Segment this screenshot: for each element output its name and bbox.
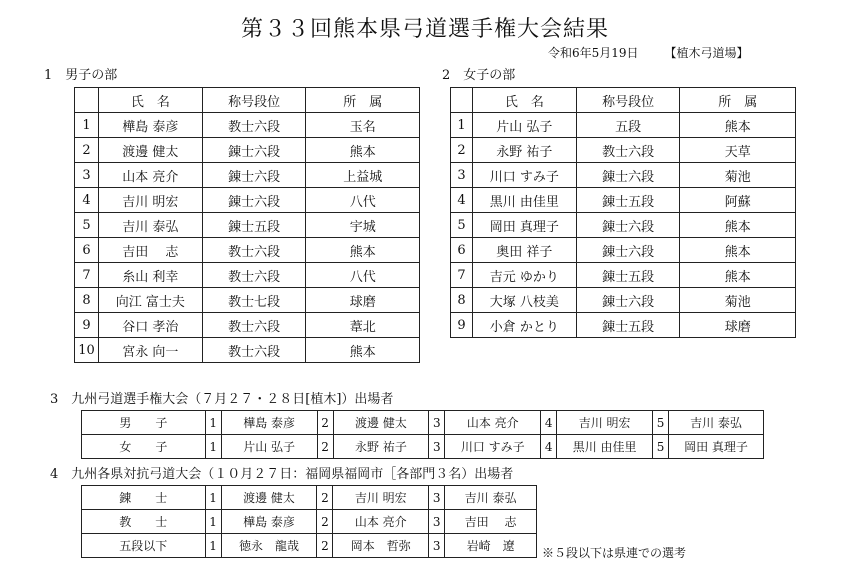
table-row [75, 288, 420, 313]
column-header [451, 88, 473, 113]
affiliation-cell: 熊本 [680, 113, 796, 138]
name-cell: 宮永 向一 [98, 338, 202, 363]
seed-number-cell: 2 [317, 435, 333, 459]
player-name-cell: 岡田 真理子 [669, 435, 764, 459]
rank-cell: 9 [75, 313, 99, 338]
rank-title-cell: 錬士六段 [576, 163, 680, 188]
rank-cell: 1 [451, 113, 473, 138]
table-row [75, 313, 420, 338]
column-header: 氏 名 [472, 88, 576, 113]
table-row [451, 213, 796, 238]
affiliation-cell: 玉名 [306, 113, 420, 138]
name-cell: 永野 祐子 [472, 138, 576, 163]
affiliation-cell: 八代 [306, 263, 420, 288]
table-row [451, 263, 796, 288]
rank-cell: 9 [451, 313, 473, 338]
name-cell: 吉田 志 [98, 238, 202, 263]
affiliation-cell: 熊本 [306, 138, 420, 163]
table-row [82, 486, 537, 510]
women-heading: 2 女子の部 [442, 68, 516, 83]
seed-number-cell: 5 [653, 411, 669, 435]
affiliation-cell: 上益城 [306, 163, 420, 188]
column-header [75, 88, 99, 113]
seed-number-cell: 1 [205, 435, 221, 459]
table-row [451, 313, 796, 338]
affiliation-cell: 葦北 [306, 313, 420, 338]
name-cell: 奥田 祥子 [472, 238, 576, 263]
player-name-cell: 吉田 志 [445, 510, 537, 534]
seed-number-cell: 2 [317, 534, 333, 558]
affiliation-cell: 菊池 [680, 163, 796, 188]
table-row [75, 263, 420, 288]
table-row [451, 113, 796, 138]
column-header: 称号段位 [202, 88, 306, 113]
seed-number-cell: 1 [205, 510, 221, 534]
table-row [75, 163, 420, 188]
seed-number-cell: 1 [205, 411, 221, 435]
player-name-cell: 吉川 明宏 [557, 411, 653, 435]
page-title: 第３３回熊本県弓道選手権大会結果 [240, 17, 609, 42]
rank-title-cell: 錬士六段 [576, 213, 680, 238]
table-row [75, 338, 420, 363]
rank-title-cell: 錬士六段 [576, 288, 680, 313]
table-row [75, 238, 420, 263]
men-heading: 1 男子の部 [44, 68, 118, 83]
seed-number-cell: 2 [317, 411, 333, 435]
player-name-cell: 渡邊 健太 [333, 411, 429, 435]
player-name-cell: 岩崎 遼 [445, 534, 537, 558]
affiliation-cell: 熊本 [306, 338, 420, 363]
table-row [451, 138, 796, 163]
affiliation-cell: 球磨 [306, 288, 420, 313]
rank-cell: 8 [75, 288, 99, 313]
rank-cell: 3 [75, 163, 99, 188]
men-results-table [74, 87, 420, 363]
rank-cell: 5 [451, 213, 473, 238]
name-cell: 川口 すみ子 [472, 163, 576, 188]
seed-number-cell: 3 [429, 510, 445, 534]
kyushu-entrants-table [81, 410, 764, 459]
rank-title-cell: 錬士五段 [576, 263, 680, 288]
category-cell: 五段以下 [82, 534, 206, 558]
column-header: 所 属 [680, 88, 796, 113]
table-row [75, 113, 420, 138]
rank-title-cell: 教士六段 [202, 238, 306, 263]
prefectural-heading: 4 九州各県対抗弓道大会（１０月２７日：福岡県福岡市［各部門３名）出場者 [50, 467, 514, 482]
seed-number-cell: 4 [541, 435, 557, 459]
rank-title-cell: 錬士五段 [202, 213, 306, 238]
table-row [82, 411, 764, 435]
selection-note: ※５段以下は県連での選考 [542, 546, 687, 560]
name-cell: 吉川 明宏 [98, 188, 202, 213]
seed-number-cell: 2 [317, 486, 333, 510]
player-name-cell: 吉川 泰弘 [445, 486, 537, 510]
affiliation-cell: 菊池 [680, 288, 796, 313]
rank-cell: 1 [75, 113, 99, 138]
kyushu-heading: 3 九州弓道選手権大会（７月２７・２８日[植木]）出場者 [50, 392, 394, 407]
seed-number-cell: 3 [429, 411, 445, 435]
player-name-cell: 岡本 哲弥 [333, 534, 429, 558]
player-name-cell: 永野 祐子 [333, 435, 429, 459]
name-cell: 糸山 利幸 [98, 263, 202, 288]
player-name-cell: 徳永 龍哉 [221, 534, 317, 558]
rank-title-cell: 教士六段 [202, 338, 306, 363]
table-row [82, 534, 537, 558]
player-name-cell: 渡邊 健太 [221, 486, 317, 510]
seed-number-cell: 5 [653, 435, 669, 459]
affiliation-cell: 宇城 [306, 213, 420, 238]
table-row [82, 435, 764, 459]
name-cell: 小倉 かとり [472, 313, 576, 338]
table-header-row [75, 88, 420, 113]
player-name-cell: 山本 亮介 [445, 411, 541, 435]
table-row [451, 188, 796, 213]
rank-title-cell: 教士六段 [202, 313, 306, 338]
rank-cell: 4 [75, 188, 99, 213]
category-cell: 教 士 [82, 510, 206, 534]
affiliation-cell: 熊本 [680, 213, 796, 238]
seed-number-cell: 1 [205, 534, 221, 558]
name-cell: 大塚 八枝美 [472, 288, 576, 313]
name-cell: 向江 富士夫 [98, 288, 202, 313]
player-name-cell: 樺島 泰彦 [221, 411, 317, 435]
affiliation-cell: 熊本 [306, 238, 420, 263]
rank-title-cell: 教士六段 [202, 263, 306, 288]
table-header-row [451, 88, 796, 113]
rank-cell: 2 [451, 138, 473, 163]
column-header: 氏 名 [98, 88, 202, 113]
seed-number-cell: 3 [429, 534, 445, 558]
rank-cell: 10 [75, 338, 99, 363]
rank-title-cell: 錬士六段 [576, 238, 680, 263]
rank-cell: 2 [75, 138, 99, 163]
name-cell: 吉元 ゆかり [472, 263, 576, 288]
rank-title-cell: 教士六段 [202, 113, 306, 138]
category-cell: 男 子 [82, 411, 206, 435]
name-cell: 黒川 由佳里 [472, 188, 576, 213]
affiliation-cell: 八代 [306, 188, 420, 213]
rank-title-cell: 錬士六段 [202, 163, 306, 188]
rank-title-cell: 錬士五段 [576, 188, 680, 213]
category-cell: 錬 士 [82, 486, 206, 510]
rank-cell: 4 [451, 188, 473, 213]
name-cell: 片山 弘子 [472, 113, 576, 138]
date-venue [548, 44, 749, 61]
rank-cell: 5 [75, 213, 99, 238]
category-cell: 女 子 [82, 435, 206, 459]
name-cell: 樺島 泰彦 [98, 113, 202, 138]
rank-cell: 6 [75, 238, 99, 263]
player-name-cell: 黒川 由佳里 [557, 435, 653, 459]
column-header: 所 属 [306, 88, 420, 113]
affiliation-cell: 熊本 [680, 238, 796, 263]
rank-cell: 6 [451, 238, 473, 263]
affiliation-cell: 天草 [680, 138, 796, 163]
affiliation-cell: 球磨 [680, 313, 796, 338]
seed-number-cell: 4 [541, 411, 557, 435]
affiliation-cell: 熊本 [680, 263, 796, 288]
affiliation-cell: 阿蘇 [680, 188, 796, 213]
table-row [82, 510, 537, 534]
rank-title-cell: 五段 [576, 113, 680, 138]
table-row [75, 188, 420, 213]
rank-title-cell: 教士七段 [202, 288, 306, 313]
rank-cell: 7 [75, 263, 99, 288]
event-venue: 【植木弓道場】 [664, 46, 749, 60]
rank-title-cell: 錬士五段 [576, 313, 680, 338]
rank-cell: 7 [451, 263, 473, 288]
rank-cell: 8 [451, 288, 473, 313]
name-cell: 渡邊 健太 [98, 138, 202, 163]
player-name-cell: 吉川 明宏 [333, 486, 429, 510]
table-row [451, 238, 796, 263]
table-row [75, 213, 420, 238]
player-name-cell: 片山 弘子 [221, 435, 317, 459]
seed-number-cell: 1 [205, 486, 221, 510]
event-date: 令和6年5月19日 [548, 46, 639, 60]
column-header: 称号段位 [576, 88, 680, 113]
name-cell: 谷口 孝治 [98, 313, 202, 338]
seed-number-cell: 3 [429, 486, 445, 510]
rank-cell: 3 [451, 163, 473, 188]
name-cell: 吉川 泰弘 [98, 213, 202, 238]
rank-title-cell: 錬士六段 [202, 188, 306, 213]
table-row [451, 288, 796, 313]
seed-number-cell: 2 [317, 510, 333, 534]
player-name-cell: 樺島 泰彦 [221, 510, 317, 534]
name-cell: 山本 亮介 [98, 163, 202, 188]
rank-title-cell: 錬士六段 [202, 138, 306, 163]
table-row [451, 163, 796, 188]
player-name-cell: 吉川 泰弘 [669, 411, 764, 435]
women-results-table [450, 87, 796, 338]
prefectural-entrants-table [81, 485, 537, 558]
rank-title-cell: 教士六段 [576, 138, 680, 163]
table-row [75, 138, 420, 163]
player-name-cell: 山本 亮介 [333, 510, 429, 534]
player-name-cell: 川口 すみ子 [445, 435, 541, 459]
name-cell: 岡田 真理子 [472, 213, 576, 238]
seed-number-cell: 3 [429, 435, 445, 459]
